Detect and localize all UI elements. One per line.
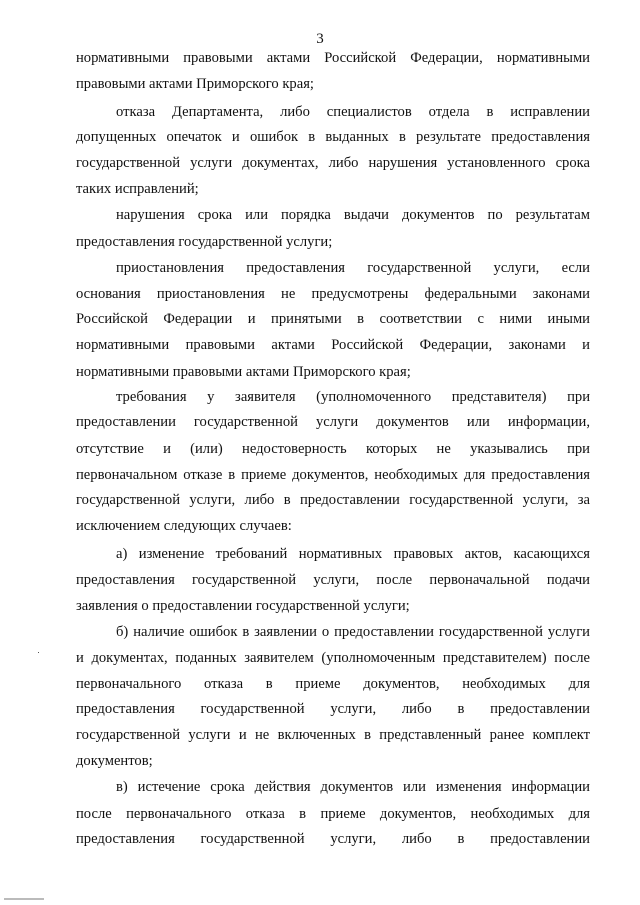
text-line: документов;: [76, 753, 153, 769]
text-line: предоставления государственной услуги, либо в предоставлении: [76, 701, 590, 717]
page-number: 3: [316, 31, 324, 47]
text-line: первоначального отказа в приеме документов, необходимых для: [76, 676, 590, 692]
text-line: предоставления государственной услуги;: [76, 234, 333, 250]
text-line: предоставления государственной услуги, после первоначальной подачи: [76, 572, 590, 588]
text-line: нарушения срока или порядка выдачи документов по результатам: [116, 207, 590, 223]
text-line: первоначальном отказе в приеме документов, необходимых для предоставления: [76, 467, 590, 483]
text-line: заявления о предоставлении государственной услуги;: [76, 598, 410, 614]
text-line: б) наличие ошибок в заявлении о предоставлении государственной услуги: [116, 624, 590, 640]
text-line: основания приостановления не предусмотрены федеральными законами: [76, 286, 590, 302]
text-line: в) истечение срока действия документов или изменения информации: [116, 779, 590, 795]
scan-speck: [38, 652, 39, 653]
text-line: после первоначального отказа в приеме документов, необходимых для: [76, 806, 590, 822]
text-line: предоставления государственной услуги, либо в предоставлении: [76, 831, 590, 847]
scan-edge-mark: [4, 898, 44, 900]
text-line: Российской Федерации и принятыми в соответствии с ними иными: [76, 311, 590, 327]
text-line: требования у заявителя (уполномоченного представителя) при: [116, 389, 590, 405]
text-line: отсутствие и (или) недостоверность которых не указывались при: [76, 441, 590, 457]
text-line: нормативными правовыми актами Российской Федерации, законами и: [76, 337, 590, 353]
text-line: исключением следующих случаев:: [76, 518, 292, 534]
text-line: отказа Департамента, либо специалистов отдела в исправлении: [116, 104, 590, 120]
text-line: предоставлении государственной услуги документов или информации,: [76, 414, 590, 430]
text-line: государственной услуги и не включенных в представленный ранее комплект: [76, 727, 590, 743]
text-line: а) изменение требований нормативных правовых актов, касающихся: [116, 546, 590, 562]
text-line: нормативными правовыми актами Приморского края;: [76, 364, 411, 380]
text-line: правовыми актами Приморского края;: [76, 76, 314, 92]
text-line: и документах, поданных заявителем (уполномоченным представителем) после: [76, 650, 590, 666]
text-line: таких исправлений;: [76, 181, 199, 197]
text-line: государственной услуги, либо в предоставлении государственной услуги, за: [76, 492, 590, 508]
text-line: допущенных опечаток и ошибок в выданных в результате предоставления: [76, 129, 590, 145]
text-line: государственной услуги документах, либо нарушения установленного срока: [76, 155, 590, 171]
text-line: нормативными правовыми актами Российской Федерации, нормативными: [76, 50, 590, 66]
text-line: приостановления предоставления государственной услуги, если: [116, 260, 590, 276]
